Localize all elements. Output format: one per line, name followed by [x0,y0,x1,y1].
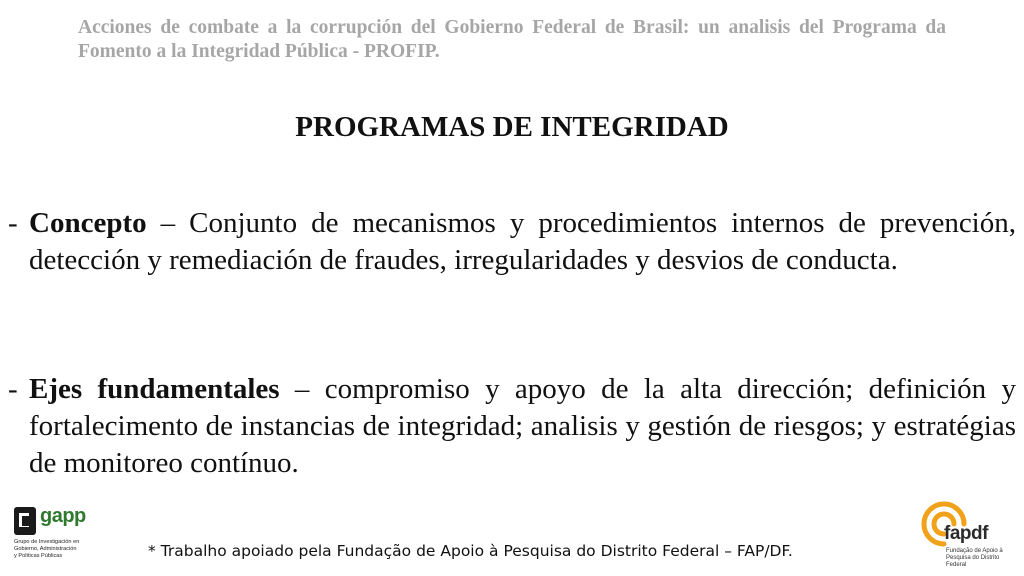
gigapp-logo-text: gapp [40,505,86,527]
bullet-text [29,205,1016,279]
bullet-term: Concepto [29,207,147,239]
bullet-description: – compromiso y apoyo de la alta dirección; definición y fortalecimento de instancias de integridad; analisis y gestión de riesgos; y estratégias de monitoreo contínuo. [29,373,1017,479]
fapdf-logo-text: fapdf [944,523,988,544]
bullet-text [29,371,1016,482]
footnote: * Trabalho apoiado pela Fundação de Apoio à Pesquisa do Distrito Federal – FAP/DF. [148,542,793,560]
fapdf-logo [920,500,1020,572]
bullet-description: – Conjunto de mecanismos y procedimientos internos de prevención, detección y remediación de fraudes, irregularidades y desvios de conducta. [29,207,1016,276]
gigapp-logo [12,505,90,571]
bullet-dash: - [8,373,18,405]
bullet-dash: - [8,207,18,239]
gigapp-mark-icon [12,505,42,539]
bullet-term: Ejes fundamentales [29,373,280,405]
fapdf-logo-subtitle: Fundação de Apoio à Pesquisa do Distrito Federal [946,548,1003,568]
slide-title: PROGRAMAS DE INTEGRIDAD [295,111,729,143]
gigapp-logo-subtitle: Grupo de Investigación en Gobierno, Administración y Políticas Públicas [14,539,80,559]
presentation-header [78,16,946,64]
header-text: Acciones de combate a la corrupción del Gobierno Federal de Brasil: un analisis del Programa da Fomento a la Integridad Pública - PROFIP. [78,17,946,62]
